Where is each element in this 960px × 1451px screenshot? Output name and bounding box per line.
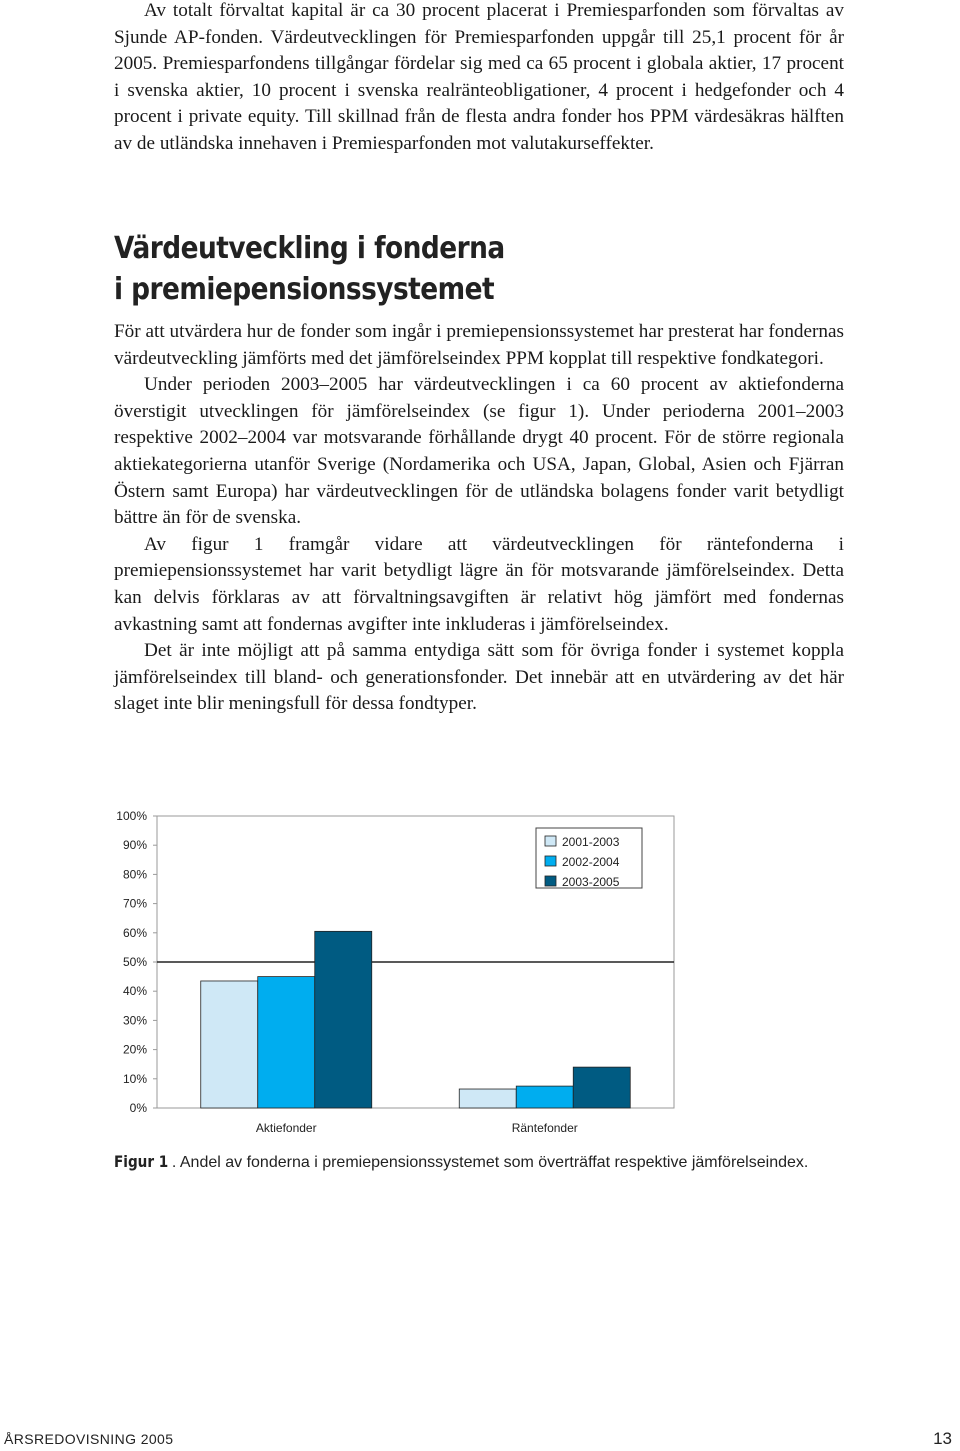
bar-0-2 <box>315 931 372 1108</box>
bar-1-0 <box>459 1089 516 1108</box>
y-tick-label-0: 0% <box>129 1101 147 1115</box>
body-paragraph-4: Det är inte möjligt att på samma entydiga sätt som för övriga fonder i systemet koppla jämförelseindex till bland- och generationsfonder. Det innebär att en utvärdering av det här slaget inte blir meningsfull för dessa fondtyper. <box>114 640 844 715</box>
y-tick-label-10: 100% <box>116 809 147 823</box>
figure-label: Figur 1 <box>114 1152 169 1171</box>
bar-0-0 <box>201 981 258 1108</box>
intro-paragraph: Av totalt förvaltat kapital är ca 30 procent placerat i Premiesparfonden som förvaltas av Sjunde AP-fonden. Värdeutvecklingen för Premiesparfonden uppgår till 25,1 procent för år 2005. Premiesparfondens tillgångar fördelar sig med ca 65 procent i globala aktier, 17 procent i svenska aktier, 10 procent i svenska realränteobligationer, 4 procent i hedgefonder och 4 procent i private equity. Till skillnad från de flesta andra fonder hos PPM värdesäkras hälften av de utländska innehaven i Premiesparfonden mot valutakurseffekter. <box>114 0 844 154</box>
legend-label-1: 2002-2004 <box>562 855 620 869</box>
y-tick-label-8: 80% <box>122 867 147 882</box>
figure-1-bar-chart <box>84 800 704 1145</box>
legend-swatch-1 <box>545 856 556 866</box>
figure-caption-text: . Andel av fonderna i premiepensionssystemet som överträffat respektive jämförelseindex. <box>171 1154 809 1171</box>
y-tick-label-2: 20% <box>122 1042 147 1057</box>
section-heading-line-2: i premiepensionssystemet <box>114 272 495 307</box>
body-paragraph-2: Under perioden 2003–2005 har värdeutvecklingen i ca 60 procent av aktiefonderna överstigit utvecklingen för jämförelseindex (se figur 1). Under perioderna 2001–2003 respektive 2002–2004 var motsvarande förhållande drygt 40 procent. För de större regionala aktiekategorierna utanför Sverige (Nordamerika och USA, Japan, Global, Asien och Fjärran Östern samt Europa) har värdeutvecklingen för de utländska bolagens fonder varit betydligt bättre än för de svenska. <box>114 374 844 529</box>
legend-swatch-0 <box>545 836 556 846</box>
bar-1-2 <box>573 1067 630 1108</box>
footer-title: ÅRSREDOVISNING 2005 <box>4 1431 174 1447</box>
y-tick-label-3: 30% <box>122 1013 147 1028</box>
y-tick-label-7: 70% <box>122 896 147 911</box>
y-tick-label-6: 60% <box>122 925 147 940</box>
figure-caption <box>114 1152 808 1172</box>
intro-section <box>114 0 844 158</box>
y-tick-label-9: 90% <box>122 838 147 853</box>
section-heading-line-1: Värdeutveckling i fonderna <box>114 231 505 266</box>
body-text <box>114 319 844 718</box>
legend-swatch-2 <box>545 876 556 886</box>
x-category-label-1: Räntefonder <box>511 1121 578 1135</box>
legend-label-0: 2001-2003 <box>562 835 620 849</box>
x-category-label-0: Aktiefonder <box>255 1121 317 1135</box>
bar-1-1 <box>516 1086 573 1108</box>
y-tick-label-5: 50% <box>122 955 147 969</box>
page-number: 13 <box>933 1429 952 1448</box>
y-tick-label-1: 10% <box>122 1071 147 1086</box>
body-paragraph-3: Av figur 1 framgår vidare att värdeutvecklingen för räntefonderna i premiepensionssystemet har varit betydligt lägre än för motsvarande jämförelseindex. Detta kan delvis förklaras av att förvaltningsavgiften är relativt hög jämfört med fondernas avkastning samt att fondernas avgifter inte inkluderas i jämförelseindex. <box>114 533 844 635</box>
section-heading <box>114 228 505 310</box>
legend-label-2: 2003-2005 <box>562 875 620 889</box>
bar-0-1 <box>258 977 315 1108</box>
y-tick-label-4: 40% <box>122 984 147 999</box>
body-paragraph-1: För att utvärdera hur de fonder som ingår i premiepensionssystemet har presterat har fondernas värdeutveckling jämförts med det jämförelseindex PPM kopplat till respektive fondkategori. <box>114 321 844 369</box>
